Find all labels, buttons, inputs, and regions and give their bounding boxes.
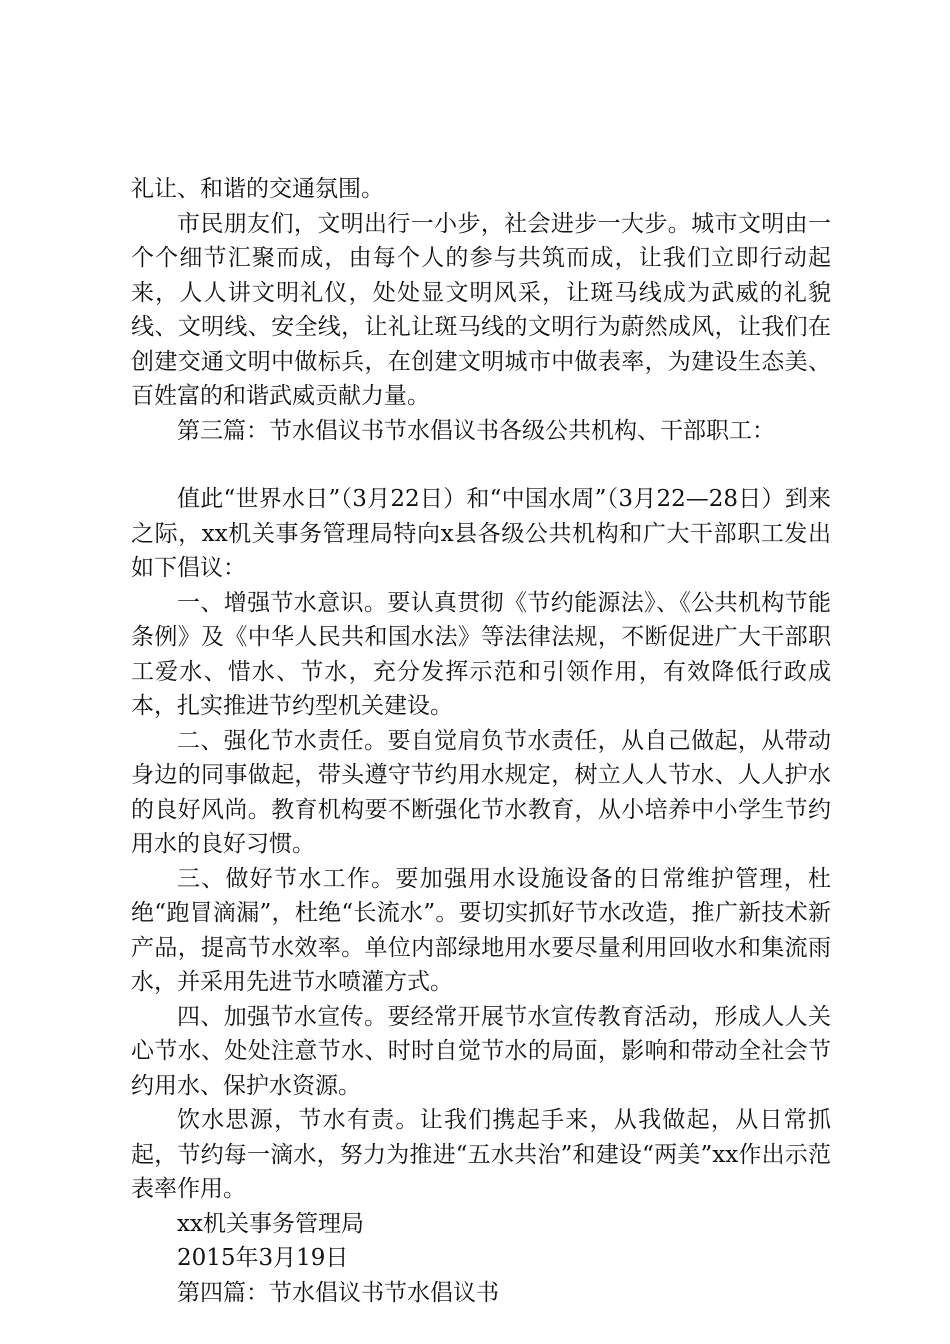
paragraph-closing: 饮水思源，节水有责。让我们携起手来，从我做起，从日常抓起，节约每一滴水，努力为推进“五水共治”和建设“两美”xx作出示范表率作用。 [131,1107,831,1202]
paragraph-intro: 值此“世界水日”（3月22日）和“中国水周”（3月22—28日）到来之际，xx机关事务管理局特向x县各级公共机构和广大干部职工发出如下倡议： [131,486,831,581]
blank-line [131,448,831,482]
paragraph-item-four: 四、加强节水宣传。要经常开展节水宣传教育活动，形成人人关心节水、处处注意节水、时时自觉节水的局面，影响和带动全社会节约用水、保护水资源。 [131,1003,831,1099]
section-heading-part-three: 第三篇：节水倡议书节水倡议书各级公共机构、干部职工： [177,417,775,444]
paragraph-item-two: 二、强化节水责任。要自觉肩负节水责任，从自己做起，从带动身边的同事做起，带头遵守节约用水规定，树立人人节水、人人护水的良好风尚。教育机构要不断强化节水教育，从小培养中小学生节约用水的良好习惯。 [131,727,831,857]
paragraph-continuation: 礼让、和谐的交通氛围。 [131,176,384,202]
paragraph-item-three: 三、做好节水工作。要加强用水设施设备的日常维护管理，杜绝“跑冒滴漏”，杜绝“长流水”。要切实抓好节水改造，推广新技术新产品，提高节水效率。单位内部绿地用水要尽量利用回收水和集流雨水，并采用先进节水喷灌方式。 [131,865,831,995]
signature-organization: xx机关事务管理局 [177,1210,364,1237]
section-heading-part-four: 第四篇：节水倡议书节水倡议书 [177,1279,499,1306]
paragraph-item-one: 一、增强节水意识。要认真贯彻《节约能源法》、《公共机构节能条例》及《中华人民共和国水法》等法律法规，不断促进广大干部职工爱水、惜水、节水，充分发挥示范和引领作用，有效降低行政成本，扎实推进节约型机关建设。 [131,589,831,719]
paragraph-citizens-appeal: 市民朋友们，文明出行一小步，社会进步一大步。城市文明由一个个细节汇聚而成，由每个人的参与共筑而成，让我们立即行动起来，人人讲文明礼仪，处处显文明风采，让斑马线成为武威的礼貌线、文明线、安全线，让礼让斑马线的文明行为蔚然成风，让我们在创建交通文明中做标兵，在创建文明城市中做表率，为建设生态美、百姓富的和谐武威贡献力量。 [131,210,831,409]
signature-date: 2015年3月19日 [177,1245,349,1271]
document-body [131,172,831,1310]
